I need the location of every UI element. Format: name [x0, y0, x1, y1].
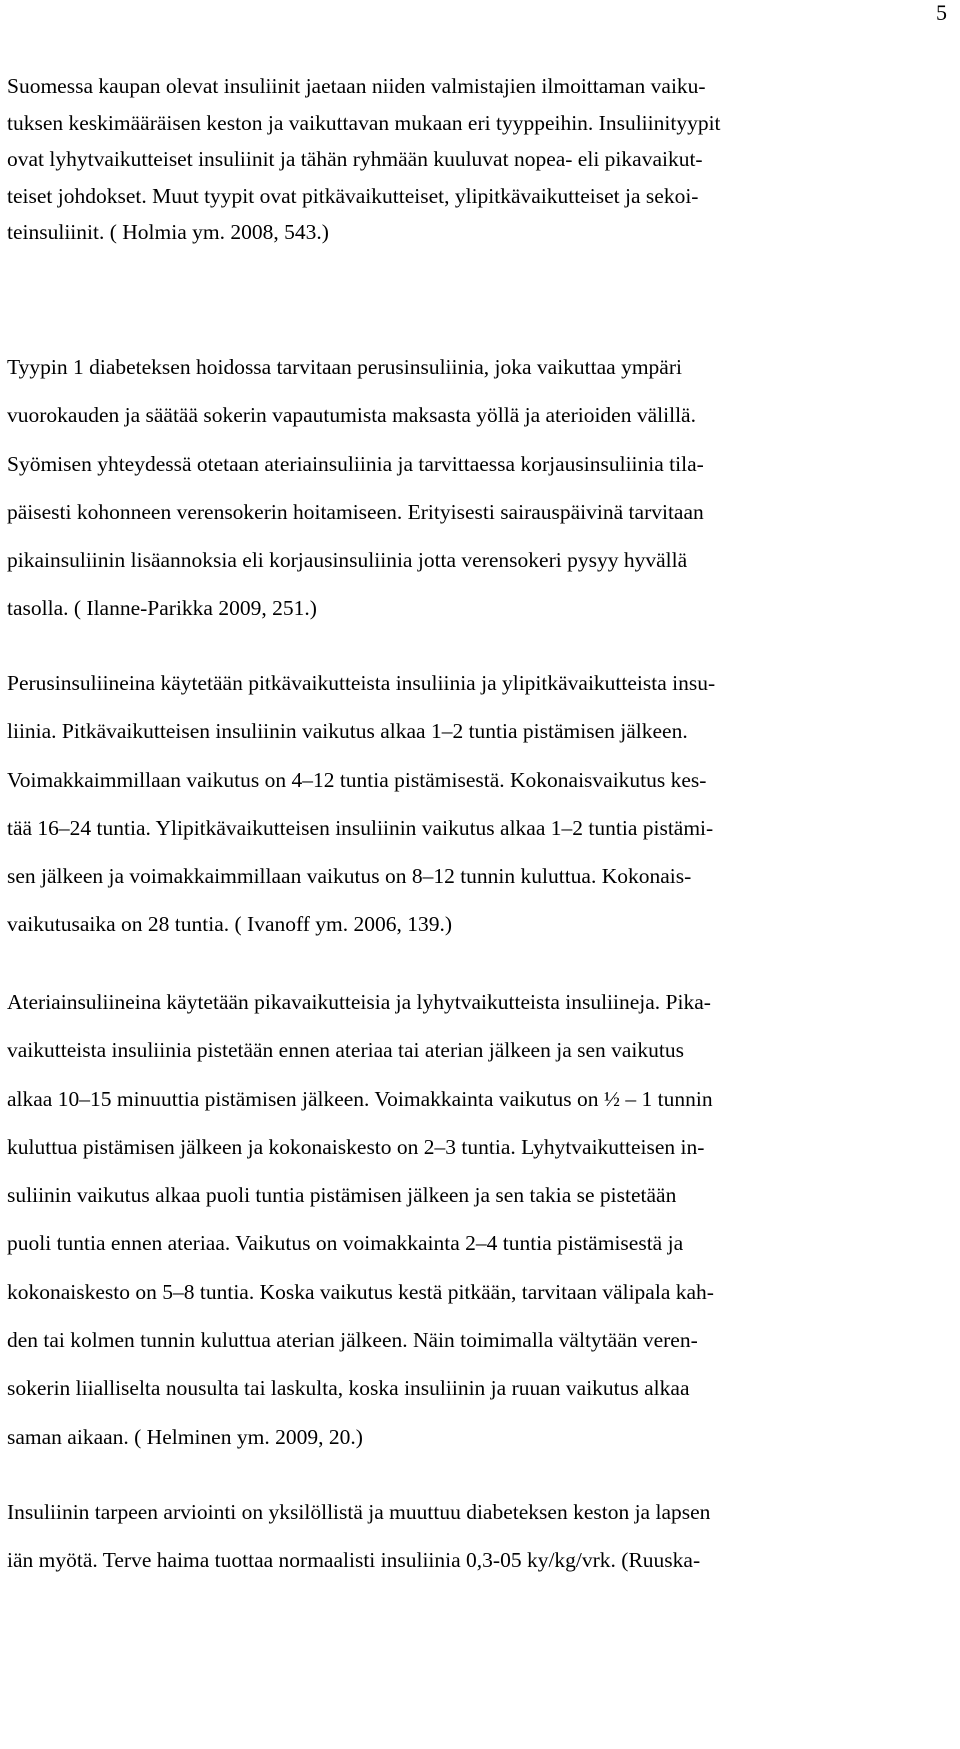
paragraph-basal-insulins	[7, 659, 947, 949]
text-line: sokerin liialliselta nousulta tai laskulta, koska insuliinin ja ruuan vaikutus alkaa	[7, 1376, 690, 1401]
text-line: vaikutteista insuliinia pistetään ennen ateriaa tai aterian jälkeen ja sen vaikutus	[7, 1038, 684, 1063]
text-line: sen jälkeen ja voimakkaimmillaan vaikutus on 8–12 tunnin kuluttua. Kokonais-	[7, 864, 692, 889]
text-line: puoli tuntia ennen ateriaa. Vaikutus on voimakkainta 2–4 tuntia pistämisestä ja	[7, 1231, 684, 1256]
text-line: Suomessa kaupan olevat insuliinit jaetaan niiden valmistajien ilmoittaman vaiku-	[7, 74, 706, 98]
paragraph-mealtime-insulins	[7, 978, 947, 1461]
text-line: teinsuliinit. ( Holmia ym. 2008, 543.)	[7, 220, 329, 244]
text-line: Syömisen yhteydessä otetaan ateriainsuliinia ja tarvittaessa korjausinsuliinia tila-	[7, 451, 704, 476]
text-line: tasolla. ( Ilanne-Parikka 2009, 251.)	[7, 596, 317, 621]
text-line: teiset johdokset. Muut tyypit ovat pitkävaikutteiset, ylipitkävaikutteiset ja sekoi-	[7, 183, 699, 208]
text-line: kuluttua pistämisen jälkeen ja kokonaiskesto on 2–3 tuntia. Lyhytvaikutteisen in-	[7, 1134, 705, 1159]
text-line: kokonaiskesto on 5–8 tuntia. Koska vaikutus kestä pitkään, tarvitaan välipala kah-	[7, 1279, 714, 1304]
text-line: päisesti kohonneen verensokerin hoitamiseen. Erityisesti sairauspäivinä tarvitaan	[7, 499, 704, 524]
text-line: iän myötä. Terve haima tuottaa normaalisti insuliinia 0,3-05 ky/kg/vrk. (Ruuska-	[7, 1548, 701, 1573]
text-line: Ateriainsuliineina käytetään pikavaikutteisia ja lyhytvaikutteista insuliineja. Pika-	[7, 990, 711, 1014]
text-line: den tai kolmen tunnin kuluttua aterian jälkeen. Näin toimimalla vältytään veren-	[7, 1328, 698, 1353]
text-line: tuksen keskimääräisen keston ja vaikuttavan mukaan eri tyyppeihin. Insuliinityypit	[7, 110, 721, 135]
text-line: pikainsuliinin lisäannoksia eli korjausinsuliinia jotta verensokeri pysyy hyvällä	[7, 548, 688, 573]
text-line: saman aikaan. ( Helminen ym. 2009, 20.)	[7, 1424, 363, 1449]
text-line: vaikutusaika on 28 tuntia. ( Ivanoff ym. 2006, 139.)	[7, 912, 453, 937]
text-line: ovat lyhytvaikutteiset insuliinit ja tähän ryhmään kuuluvat nopea- eli pikavaikut-	[7, 147, 703, 171]
page-number: 5	[936, 0, 947, 25]
text-line: Voimakkaimmillaan vaikutus on 4–12 tuntia pistämisestä. Kokonaisvaikutus kes-	[7, 767, 707, 792]
text-line: liinia. Pitkävaikutteisen insuliinin vaikutus alkaa 1–2 tuntia pistämisen jälkeen.	[7, 719, 688, 744]
text-line: Tyypin 1 diabeteksen hoidossa tarvitaan perusinsuliinia, joka vaikuttaa ympäri	[7, 355, 682, 379]
paragraph-insulin-types	[7, 68, 947, 251]
text-line: alkaa 10–15 minuuttia pistämisen jälkeen. Voimakkainta vaikutus on ½ – 1 tunnin	[7, 1086, 713, 1111]
paragraph-insulin-need	[7, 1488, 947, 1585]
text-line: tää 16–24 tuntia. Ylipitkävaikutteisen insuliinin vaikutus alkaa 1–2 tuntia pistämi-	[7, 815, 714, 840]
text-line: vuorokauden ja säätää sokerin vapautumista maksasta yöllä ja aterioiden välillä.	[7, 403, 696, 428]
text-line: Perusinsuliineina käytetään pitkävaikutteista insuliinia ja ylipitkävaikutteista insu-	[7, 671, 716, 695]
paragraph-type1-treatment	[7, 343, 947, 633]
text-line: suliinin vaikutus alkaa puoli tuntia pistämisen jälkeen ja sen takia se pistetään	[7, 1183, 677, 1208]
text-line: Insuliinin tarpeen arviointi on yksilöllistä ja muuttuu diabeteksen keston ja lapsen	[7, 1500, 711, 1524]
